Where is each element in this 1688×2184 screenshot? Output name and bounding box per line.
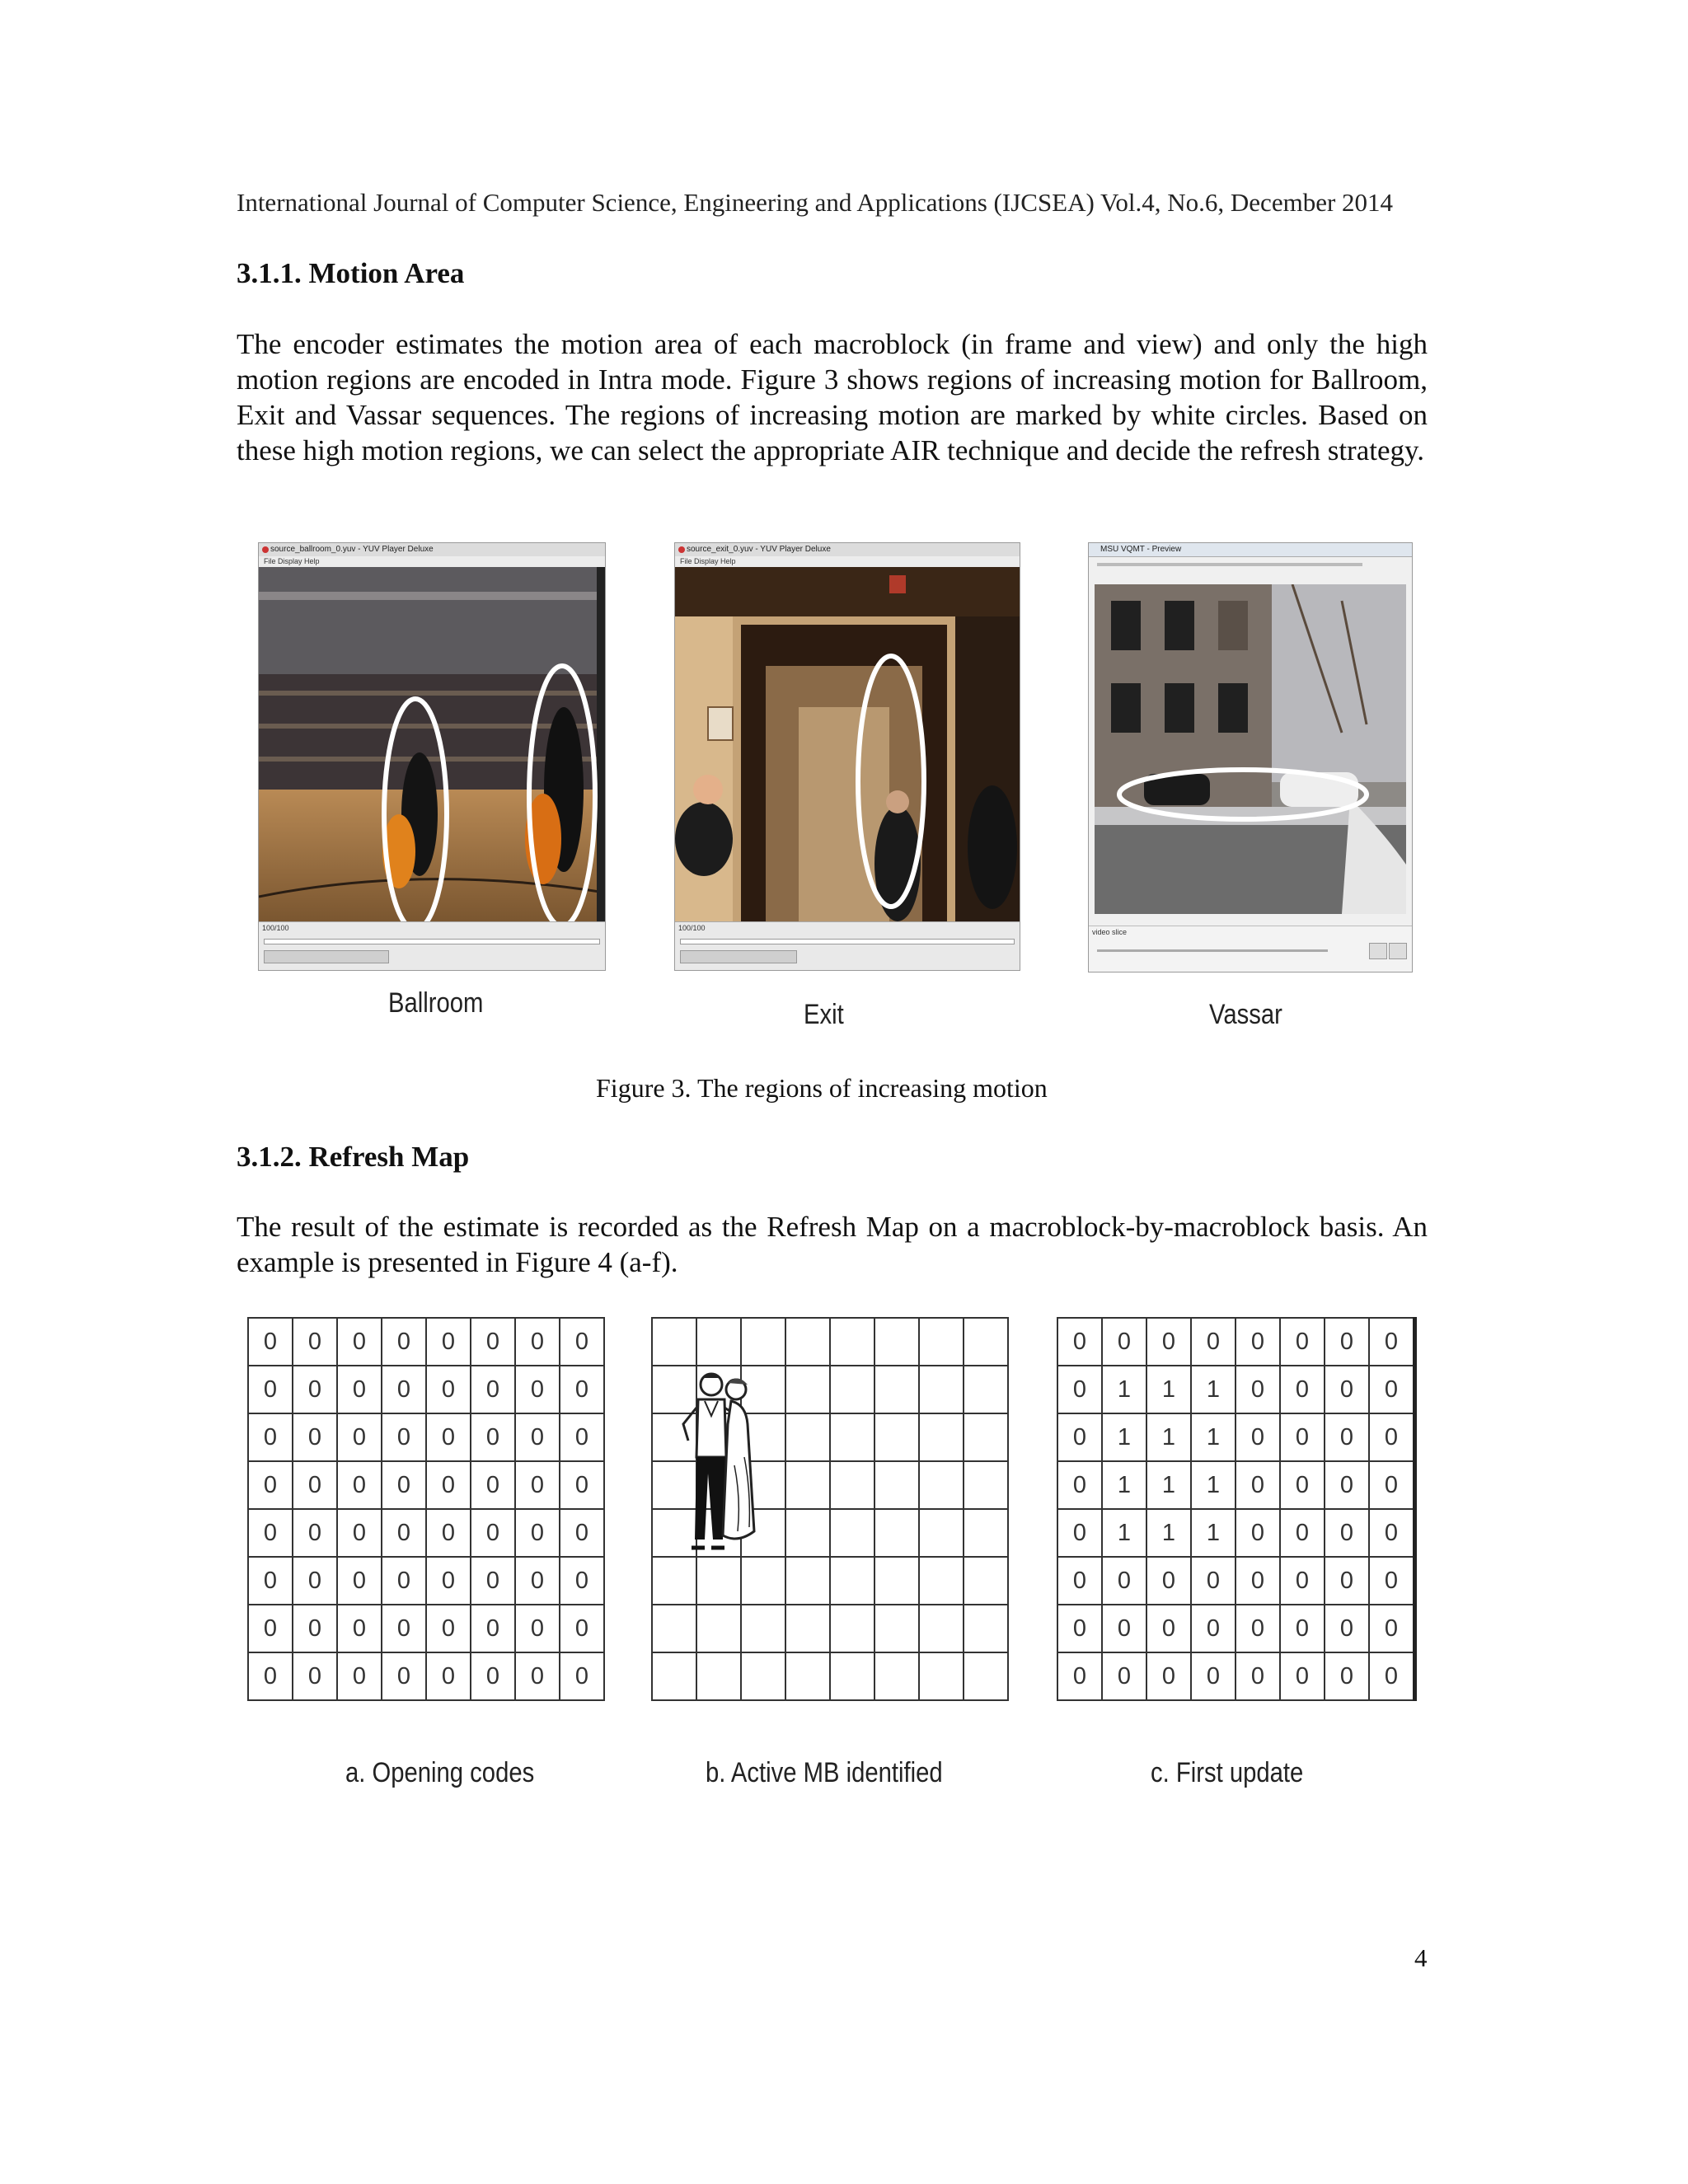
grid-cell: 1 xyxy=(1102,1461,1146,1509)
grid-cell: 0 xyxy=(248,1557,293,1605)
grid-cell: 0 xyxy=(426,1605,471,1652)
grid-cell: 0 xyxy=(337,1557,382,1605)
grid-cell: 0 xyxy=(1102,1605,1146,1652)
grid-row xyxy=(1057,1509,1415,1557)
frame-counter: 100/100 xyxy=(262,924,289,932)
grid-cell: 0 xyxy=(471,1461,515,1509)
grid-cell: 0 xyxy=(515,1461,560,1509)
app-icon xyxy=(262,546,269,553)
grid-row xyxy=(248,1318,604,1366)
grid-cell xyxy=(830,1509,874,1557)
grid-cell: 0 xyxy=(1325,1557,1369,1605)
grid-cell: 0 xyxy=(382,1366,426,1413)
grid-cell xyxy=(874,1605,919,1652)
paragraph-motion-area: The encoder estimates the motion area of each macroblock (in frame and view) and only the high motion regions are encoded in Intra mode. Figure 3 shows regions of increasing motion for Ballroom, Exit and Vassar sequences. The regions of increasing motion are marked by white circles. Based on these high motion regions, we can select the appropriate AIR technique and decide the refresh strategy. xyxy=(237,328,1428,466)
journal-header: International Journal of Computer Science, Engineering and Applications (IJCSEA) Vol.4, No.6, December 2014 xyxy=(237,188,1394,217)
grid-cell: 0 xyxy=(1369,1413,1415,1461)
grid-row xyxy=(248,1557,604,1605)
grid-cell xyxy=(964,1318,1008,1366)
grid-cell: 0 xyxy=(1325,1318,1369,1366)
grid-cell xyxy=(741,1652,785,1700)
grid-cell xyxy=(830,1413,874,1461)
grid-cell: 0 xyxy=(293,1461,337,1509)
grid-cell xyxy=(874,1557,919,1605)
grid-cell: 0 xyxy=(248,1318,293,1366)
grid-cell: 0 xyxy=(1057,1366,1102,1413)
grid-cell: 0 xyxy=(560,1461,604,1509)
grid-cell xyxy=(785,1652,830,1700)
window-title: source_exit_0.yuv - YUV Player Deluxe xyxy=(675,543,1020,557)
grid-cell: 1 xyxy=(1102,1413,1146,1461)
play-button xyxy=(1389,943,1407,959)
grid-cell: 0 xyxy=(1057,1605,1102,1652)
app-icon xyxy=(678,546,685,553)
figure-3-caption: Figure 3. The regions of increasing motion xyxy=(596,1073,1048,1103)
grid-cell: 0 xyxy=(337,1461,382,1509)
grid-cell: 0 xyxy=(1236,1509,1280,1557)
grid-row xyxy=(248,1509,604,1557)
grid-cell: 0 xyxy=(337,1509,382,1557)
grid-cell: 0 xyxy=(471,1509,515,1557)
grid-cell xyxy=(830,1366,874,1413)
grid-cell: 0 xyxy=(1191,1318,1236,1366)
seek-bar xyxy=(680,939,1015,944)
grid-cell xyxy=(785,1461,830,1509)
grid-cell: 0 xyxy=(1236,1461,1280,1509)
step-button xyxy=(1369,943,1387,959)
grid-cell xyxy=(964,1605,1008,1652)
grid-cell: 0 xyxy=(1236,1366,1280,1413)
grid-cell: 0 xyxy=(471,1318,515,1366)
grid-cell: 0 xyxy=(426,1318,471,1366)
grid-cell xyxy=(964,1366,1008,1413)
grid-cell: 0 xyxy=(1057,1413,1102,1461)
grid-cell: 0 xyxy=(515,1605,560,1652)
grid-cell: 0 xyxy=(248,1605,293,1652)
grid-cell: 0 xyxy=(1102,1652,1146,1700)
grid-cell: 0 xyxy=(560,1366,604,1413)
grid-cell: 0 xyxy=(248,1366,293,1413)
grid-cell: 1 xyxy=(1146,1461,1191,1509)
grid-cell: 0 xyxy=(1057,1652,1102,1700)
exit-label: Exit xyxy=(804,999,844,1030)
grid-row xyxy=(1057,1557,1415,1605)
grid-cell xyxy=(919,1413,964,1461)
exit-player-screenshot xyxy=(674,542,1020,971)
grid-row xyxy=(248,1366,604,1413)
opening-codes-label: a. Opening codes xyxy=(345,1757,535,1788)
grid-cell xyxy=(919,1509,964,1557)
grid-cell: 1 xyxy=(1102,1366,1146,1413)
grid-cell xyxy=(964,1652,1008,1700)
grid-cell xyxy=(874,1652,919,1700)
grid-cell xyxy=(652,1605,696,1652)
grid-cell: 0 xyxy=(1236,1318,1280,1366)
grid-cell: 0 xyxy=(1057,1318,1102,1366)
grid-cell: 0 xyxy=(1280,1461,1325,1509)
grid-cell: 0 xyxy=(1146,1557,1191,1605)
grid-row xyxy=(1057,1461,1415,1509)
grid-cell: 1 xyxy=(1191,1461,1236,1509)
grid-row xyxy=(1057,1605,1415,1652)
grid-cell xyxy=(874,1318,919,1366)
grid-cell: 0 xyxy=(293,1318,337,1366)
paragraph-refresh-map: The result of the estimate is recorded as the Refresh Map on a macroblock-by-macroblock basis. An example is presented in Figure 4 (a-f). xyxy=(237,1211,1428,1278)
slice-slider xyxy=(1097,949,1328,952)
grid-cell xyxy=(652,1652,696,1700)
ballroom-frame-image xyxy=(259,567,605,922)
grid-row xyxy=(248,1461,604,1509)
grid-cell xyxy=(696,1605,741,1652)
grid-cell xyxy=(919,1366,964,1413)
player-controls xyxy=(259,921,605,970)
grid-cell xyxy=(874,1413,919,1461)
grid-cell: 0 xyxy=(1369,1366,1415,1413)
grid-cell: 0 xyxy=(1102,1557,1146,1605)
grid-cell: 0 xyxy=(1325,1413,1369,1461)
grid-cell: 0 xyxy=(337,1318,382,1366)
grid-cell: 0 xyxy=(471,1557,515,1605)
grid-cell: 0 xyxy=(293,1605,337,1652)
grid-cell: 0 xyxy=(560,1413,604,1461)
grid-cell xyxy=(874,1461,919,1509)
player-controls xyxy=(1089,926,1412,972)
grid-cell: 0 xyxy=(426,1509,471,1557)
active-mb-figure xyxy=(651,1317,1020,1736)
grid-cell xyxy=(741,1318,785,1366)
zoom-slider xyxy=(1097,563,1362,566)
grid-cell: 0 xyxy=(1057,1509,1102,1557)
vassar-frame-image xyxy=(1095,584,1406,914)
grid-row xyxy=(248,1605,604,1652)
grid-cell: 0 xyxy=(1146,1605,1191,1652)
grid-cell: 0 xyxy=(248,1509,293,1557)
grid-cell xyxy=(696,1652,741,1700)
grid-cell: 0 xyxy=(1369,1557,1415,1605)
grid-cell xyxy=(785,1605,830,1652)
grid-cell: 0 xyxy=(426,1413,471,1461)
grid-row xyxy=(1057,1366,1415,1413)
window-title: source_ballroom_0.yuv - YUV Player Deluxe xyxy=(259,543,605,557)
ballroom-label: Ballroom xyxy=(388,987,484,1019)
grid-cell: 0 xyxy=(426,1652,471,1700)
grid-cell: 0 xyxy=(1280,1605,1325,1652)
grid-cell xyxy=(964,1413,1008,1461)
video-slice-label: video slice xyxy=(1092,928,1128,936)
grid-cell: 0 xyxy=(293,1557,337,1605)
grid-cell: 0 xyxy=(337,1652,382,1700)
grid-cell: 0 xyxy=(337,1366,382,1413)
grid-cell: 0 xyxy=(248,1652,293,1700)
playback-buttons xyxy=(680,950,797,963)
grid-cell: 0 xyxy=(515,1366,560,1413)
grid-cell: 1 xyxy=(1146,1509,1191,1557)
grid-cell: 0 xyxy=(382,1461,426,1509)
grid-cell xyxy=(874,1366,919,1413)
grid-cell xyxy=(830,1605,874,1652)
window-title: MSU VQMT - Preview xyxy=(1089,543,1412,557)
grid-cell: 0 xyxy=(1325,1461,1369,1509)
grid-cell: 0 xyxy=(1146,1318,1191,1366)
grid-cell xyxy=(964,1461,1008,1509)
grid-cell: 0 xyxy=(1280,1509,1325,1557)
grid-cell: 0 xyxy=(560,1557,604,1605)
grid-cell: 0 xyxy=(1325,1652,1369,1700)
grid-cell xyxy=(785,1318,830,1366)
grid-cell: 1 xyxy=(1191,1366,1236,1413)
grid-cell xyxy=(964,1557,1008,1605)
grid-cell: 0 xyxy=(1325,1509,1369,1557)
grid-cell: 0 xyxy=(1280,1652,1325,1700)
grid-cell: 0 xyxy=(1325,1605,1369,1652)
grid-cell xyxy=(785,1413,830,1461)
ballroom-player-screenshot xyxy=(258,542,606,971)
grid-cell: 0 xyxy=(1102,1318,1146,1366)
grid-row xyxy=(1057,1318,1415,1366)
grid-cell xyxy=(830,1318,874,1366)
grid-cell xyxy=(919,1318,964,1366)
grid-row xyxy=(248,1652,604,1700)
grid-cell xyxy=(696,1318,741,1366)
grid-cell: 0 xyxy=(1146,1652,1191,1700)
grid-cell xyxy=(830,1652,874,1700)
grid-row xyxy=(652,1605,1008,1652)
grid-cell: 0 xyxy=(1236,1413,1280,1461)
grid-cell: 0 xyxy=(1280,1413,1325,1461)
grid-cell: 0 xyxy=(337,1605,382,1652)
grid-cell: 1 xyxy=(1191,1413,1236,1461)
grid-cell: 0 xyxy=(560,1318,604,1366)
grid-cell: 0 xyxy=(382,1605,426,1652)
grid-cell: 0 xyxy=(426,1461,471,1509)
window-menu: File Display Help xyxy=(259,556,605,567)
grid-cell: 1 xyxy=(1102,1509,1146,1557)
grid-cell: 0 xyxy=(515,1652,560,1700)
grid-cell: 0 xyxy=(471,1413,515,1461)
grid-row xyxy=(1057,1413,1415,1461)
grid-cell: 0 xyxy=(560,1509,604,1557)
dancing-couple-image xyxy=(680,1366,771,1581)
grid-cell xyxy=(785,1557,830,1605)
first-update-grid xyxy=(1057,1317,1417,1701)
grid-cell: 0 xyxy=(1280,1557,1325,1605)
grid-cell: 1 xyxy=(1146,1413,1191,1461)
grid-cell: 0 xyxy=(293,1652,337,1700)
grid-cell: 0 xyxy=(1280,1318,1325,1366)
grid-cell: 0 xyxy=(1236,1557,1280,1605)
active-mb-label: b. Active MB identified xyxy=(706,1757,943,1788)
grid-cell: 0 xyxy=(382,1557,426,1605)
grid-cell xyxy=(741,1605,785,1652)
grid-cell xyxy=(652,1318,696,1366)
grid-cell: 0 xyxy=(1057,1461,1102,1509)
grid-cell: 0 xyxy=(382,1509,426,1557)
grid-cell xyxy=(785,1509,830,1557)
grid-cell xyxy=(919,1557,964,1605)
grid-cell: 0 xyxy=(337,1413,382,1461)
grid-cell xyxy=(830,1557,874,1605)
grid-cell: 0 xyxy=(1236,1605,1280,1652)
grid-cell: 0 xyxy=(293,1509,337,1557)
grid-cell: 0 xyxy=(293,1413,337,1461)
grid-cell: 0 xyxy=(248,1413,293,1461)
grid-cell: 0 xyxy=(1369,1461,1415,1509)
grid-cell: 0 xyxy=(382,1413,426,1461)
grid-cell: 0 xyxy=(471,1366,515,1413)
section-title-refresh-map: 3.1.2. Refresh Map xyxy=(237,1141,470,1173)
frame-counter: 100/100 xyxy=(678,924,706,932)
grid-cell: 0 xyxy=(1325,1366,1369,1413)
exit-frame-image xyxy=(675,567,1020,922)
player-controls xyxy=(675,921,1020,970)
window-menu: File Display Help xyxy=(675,556,1020,567)
seek-bar xyxy=(264,939,600,944)
grid-cell: 0 xyxy=(382,1318,426,1366)
first-update-label: c. First update xyxy=(1151,1757,1304,1788)
section-title-motion-area: 3.1.1. Motion Area xyxy=(237,257,465,289)
vassar-player-screenshot xyxy=(1088,542,1413,972)
grid-cell xyxy=(830,1461,874,1509)
grid-row xyxy=(652,1318,1008,1366)
grid-cell: 0 xyxy=(1191,1652,1236,1700)
grid-cell: 0 xyxy=(1369,1509,1415,1557)
grid-cell: 0 xyxy=(1369,1605,1415,1652)
grid-cell: 0 xyxy=(1236,1652,1280,1700)
vassar-label: Vassar xyxy=(1209,999,1282,1030)
grid-cell: 0 xyxy=(248,1461,293,1509)
grid-cell xyxy=(785,1366,830,1413)
grid-row xyxy=(652,1652,1008,1700)
grid-cell: 0 xyxy=(1191,1605,1236,1652)
grid-cell: 0 xyxy=(560,1605,604,1652)
grid-cell: 0 xyxy=(471,1605,515,1652)
grid-cell xyxy=(919,1605,964,1652)
grid-cell: 0 xyxy=(293,1366,337,1413)
grid-cell: 1 xyxy=(1191,1509,1236,1557)
grid-cell: 0 xyxy=(1369,1318,1415,1366)
opening-codes-grid xyxy=(247,1317,605,1701)
grid-cell xyxy=(964,1509,1008,1557)
grid-cell: 0 xyxy=(1057,1557,1102,1605)
grid-cell xyxy=(919,1461,964,1509)
grid-cell: 0 xyxy=(515,1318,560,1366)
grid-cell: 0 xyxy=(1369,1652,1415,1700)
grid-cell xyxy=(919,1652,964,1700)
grid-cell: 0 xyxy=(426,1557,471,1605)
grid-cell: 0 xyxy=(471,1652,515,1700)
grid-cell: 0 xyxy=(560,1652,604,1700)
grid-cell: 0 xyxy=(515,1509,560,1557)
grid-cell: 0 xyxy=(515,1413,560,1461)
grid-cell xyxy=(874,1509,919,1557)
grid-cell: 0 xyxy=(382,1652,426,1700)
grid-cell: 0 xyxy=(426,1366,471,1413)
page-number: 4 xyxy=(1414,1943,1428,1972)
grid-cell: 0 xyxy=(1191,1557,1236,1605)
playback-buttons xyxy=(264,950,389,963)
grid-cell: 1 xyxy=(1146,1366,1191,1413)
grid-cell: 0 xyxy=(515,1557,560,1605)
grid-row xyxy=(248,1413,604,1461)
grid-row xyxy=(1057,1652,1415,1700)
grid-cell: 0 xyxy=(1280,1366,1325,1413)
